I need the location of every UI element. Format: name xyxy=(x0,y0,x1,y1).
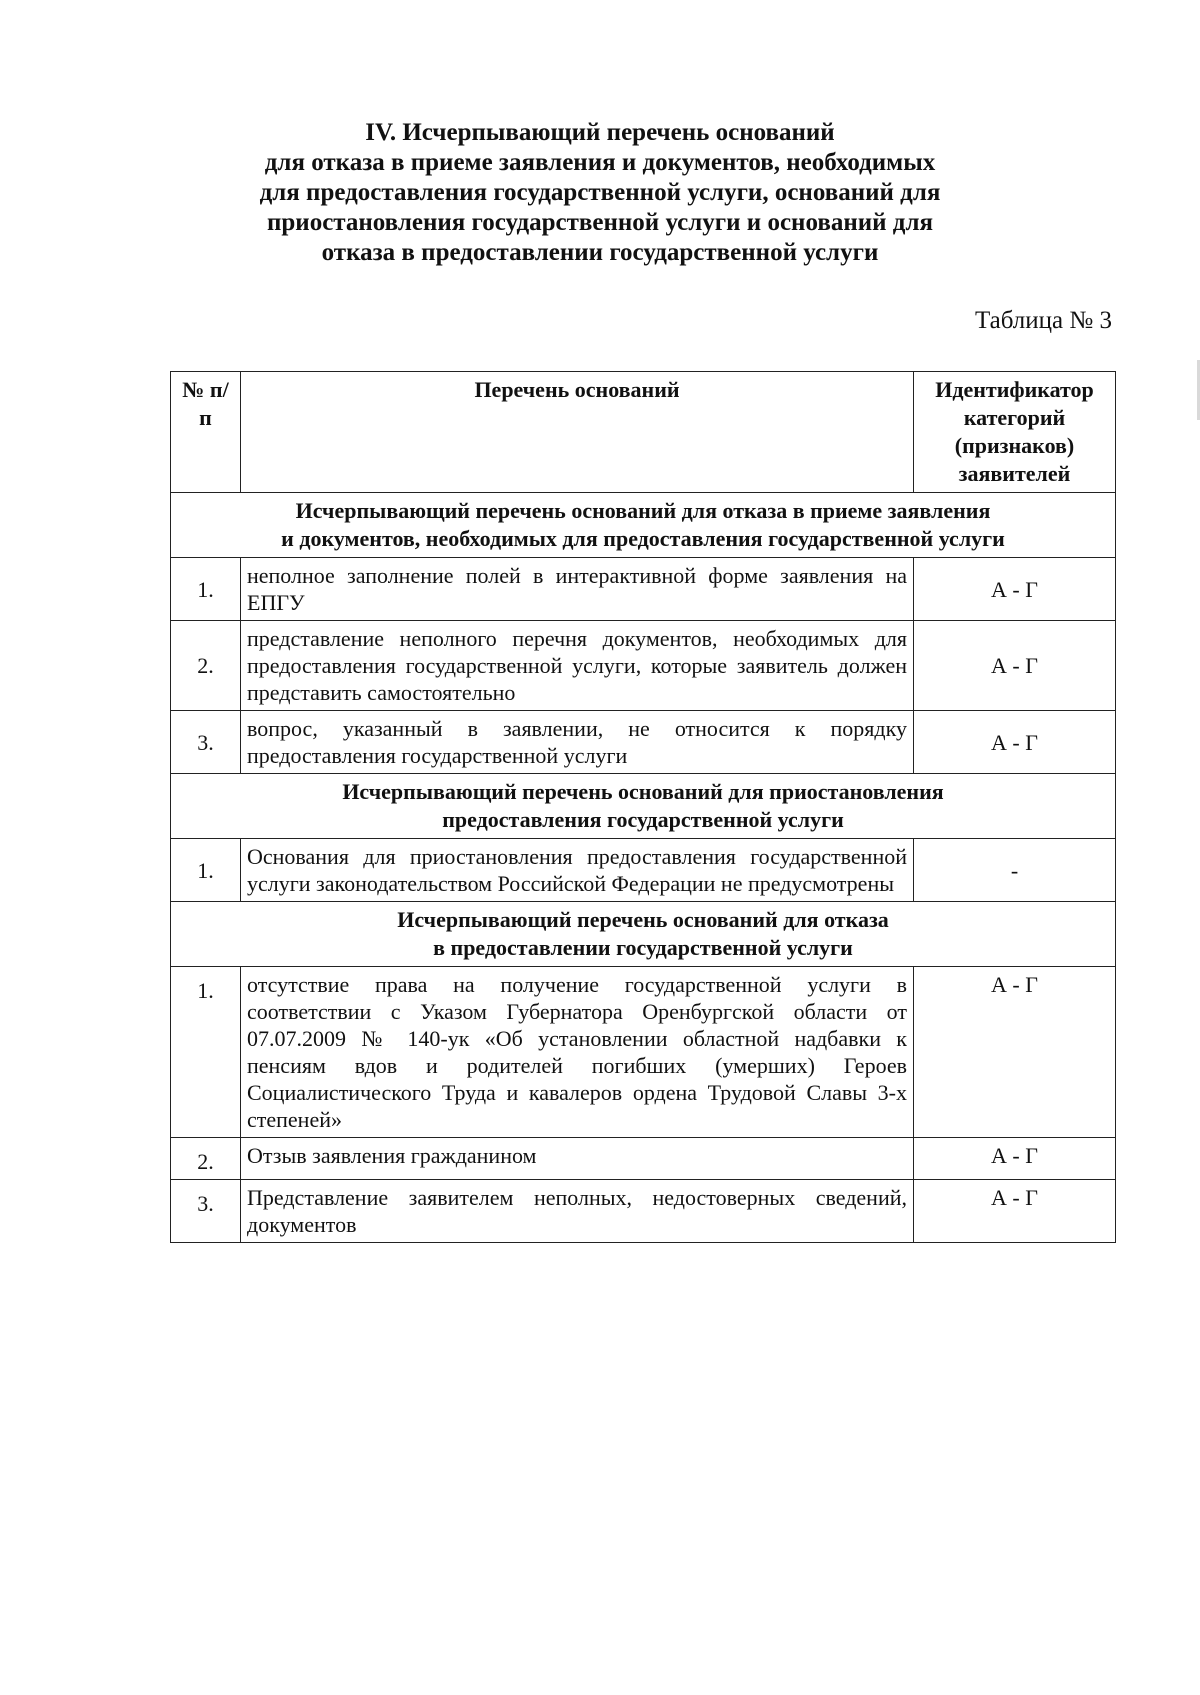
table-caption: Таблица № 3 xyxy=(974,307,1112,334)
header-grounds: Перечень оснований xyxy=(241,372,914,493)
row-number: 3. xyxy=(171,711,241,774)
header-number: № п/п xyxy=(171,372,241,493)
row-identifier: А - Г xyxy=(914,621,1116,711)
row-number: 2. xyxy=(171,1138,241,1180)
section-heading-row xyxy=(171,902,1116,967)
row-ground-text: неполное заполнение полей в интерактивной форме заявления на ЕПГУ xyxy=(241,558,914,621)
title-line: для отказа в приеме заявления и документов, необходимых xyxy=(264,149,936,176)
table-header-row xyxy=(171,372,1116,493)
row-identifier: А - Г xyxy=(914,1138,1116,1180)
table-row xyxy=(171,711,1116,774)
table-row xyxy=(171,558,1116,621)
section-heading xyxy=(171,774,1116,839)
row-number: 3. xyxy=(171,1180,241,1243)
row-ground-text: представление неполного перечня документов, необходимых для предоставления государственной услуги, которые заявитель должен представить самостоятельно xyxy=(241,621,914,711)
row-identifier: - xyxy=(914,839,1116,902)
row-number: 1. xyxy=(171,558,241,621)
table-row xyxy=(171,1180,1116,1243)
section-heading-row xyxy=(171,774,1116,839)
row-identifier: А - Г xyxy=(914,558,1116,621)
title-line: IV. Исчерпывающий перечень оснований xyxy=(365,119,835,146)
section-heading-line: предоставления государственной услуги xyxy=(442,807,844,832)
table-row xyxy=(171,1138,1116,1180)
section-heading-line: Исчерпывающий перечень оснований для отказа в приеме заявления xyxy=(295,498,991,523)
row-identifier: А - Г xyxy=(914,711,1116,774)
row-number: 1. xyxy=(171,967,241,1138)
title-line: для предоставления государственной услуги, оснований для xyxy=(259,179,941,206)
row-ground-text: отсутствие права на получение государственной услуги в соответствии с Указом Губернатора Оренбургской области от 07.07.2009 № 140-ук «Об установлении областной надбавки к пенсиям вдов и родителей погибших (умерших) Героев Социалистического Труда и кавалеров ордена Трудовой Славы 3-х степеней» xyxy=(241,967,914,1138)
table-row xyxy=(171,839,1116,902)
row-identifier: А - Г xyxy=(914,967,1116,1138)
row-number: 1. xyxy=(171,839,241,902)
section-heading-line: Исчерпывающий перечень оснований для отказа xyxy=(397,907,889,932)
table-row xyxy=(171,967,1116,1138)
row-ground-text: вопрос, указанный в заявлении, не относится к порядку предоставления государственной услуги xyxy=(241,711,914,774)
section-heading-line: и документов, необходимых для предоставления государственной услуги xyxy=(281,526,1005,551)
row-ground-text: Основания для приостановления предоставления государственной услуги законодательством Российской Федерации не предусмотрены xyxy=(241,839,914,902)
section-heading-line: в предоставлении государственной услуги xyxy=(433,935,853,960)
section-heading-row xyxy=(171,493,1116,558)
title-line: отказа в предоставлении государственной услуги xyxy=(321,239,879,266)
table-row xyxy=(171,621,1116,711)
row-ground-text: Отзыв заявления гражданином xyxy=(241,1138,914,1180)
row-ground-text: Представление заявителем неполных, недостоверных сведений, документов xyxy=(241,1180,914,1243)
row-identifier: А - Г xyxy=(914,1180,1116,1243)
row-number: 2. xyxy=(171,621,241,711)
title-line: приостановления государственной услуги и оснований для xyxy=(266,209,933,236)
section-heading xyxy=(171,902,1116,967)
section-heading-line: Исчерпывающий перечень оснований для приостановления xyxy=(342,779,944,804)
document-title xyxy=(170,118,1030,268)
header-identifier: Идентификатор категорий (признаков) заявителей xyxy=(914,372,1116,493)
grounds-table xyxy=(170,371,1116,1243)
section-heading xyxy=(171,493,1116,558)
